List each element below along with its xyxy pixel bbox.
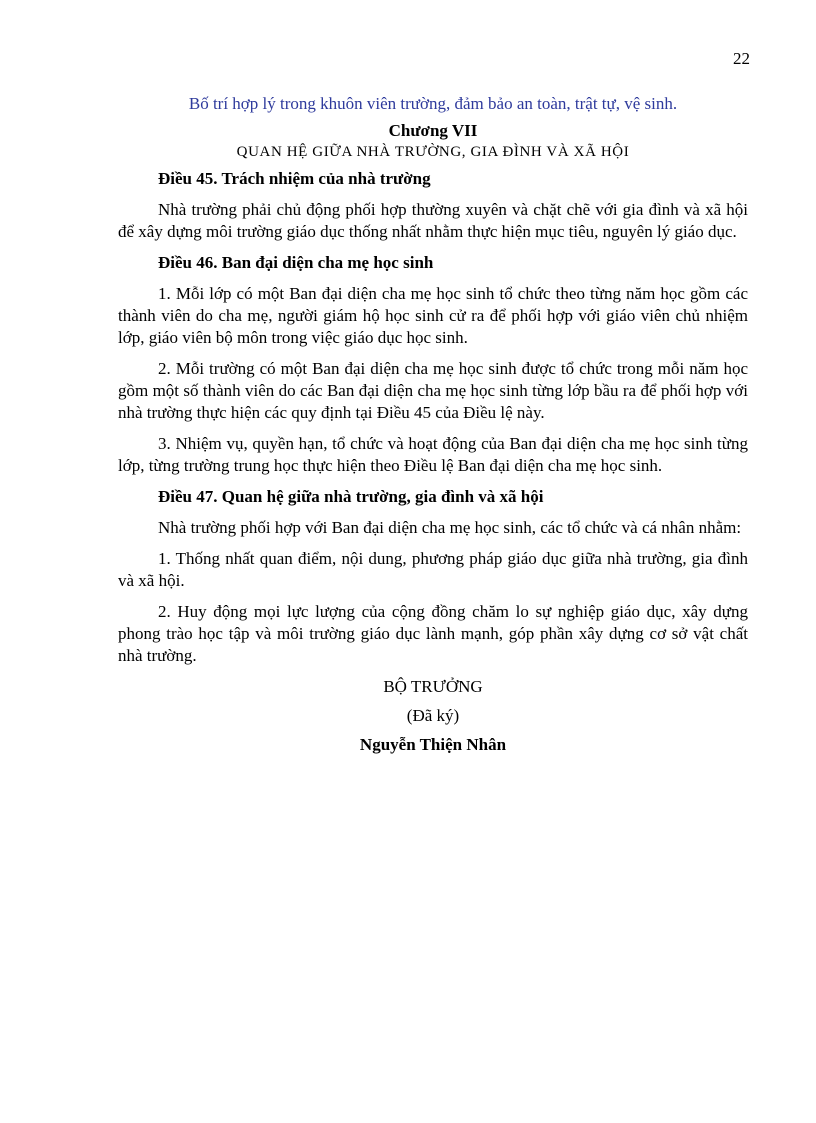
article-heading: Điều 46. Ban đại diện cha mẹ học sinh [158, 253, 434, 272]
signature-note: (Đã ký) [406, 706, 460, 725]
article-46 [118, 252, 748, 477]
article-heading: Điều 47. Quan hệ giữa nhà trường, gia đình và xã hội [158, 487, 544, 506]
article-paragraph: 3. Nhiệm vụ, quyền hạn, tổ chức và hoạt động của Ban đại diện cha mẹ học sinh từng lớp, từng trường trung học thực hiện theo Điều lệ Ban đại diện cha mẹ học sinh. [118, 434, 748, 475]
article-paragraph: 1. Thống nhất quan điểm, nội dung, phương pháp giáo dục giữa nhà trường, gia đình và xã hội. [118, 549, 748, 590]
article-paragraph: Nhà trường phối hợp với Ban đại diện cha mẹ học sinh, các tổ chức và cá nhân nhằm: [158, 518, 742, 537]
signatory-name: Nguyễn Thiện Nhân [359, 735, 507, 754]
article-paragraph: Nhà trường phải chủ động phối hợp thường xuyên và chặt chẽ với gia đình và xã hội để xây dựng môi trường giáo dục thống nhất nhằm thực hiện mục tiêu, nguyên lý giáo dục. [118, 200, 748, 241]
document-body [118, 92, 748, 756]
article-paragraph: 2. Mỗi trường có một Ban đại diện cha mẹ học sinh được tổ chức trong mỗi năm học gồm một số thành viên do các Ban đại diện cha mẹ học sinh từng lớp bầu ra để phối hợp với nhà trường thực hiện các quy định tại Điều 45 của Điều lệ này. [118, 359, 748, 422]
article-47 [118, 486, 748, 667]
intro-line: Bố trí hợp lý trong khuôn viên trường, đảm bảo an toàn, trật tự, vệ sinh. [188, 94, 678, 113]
article-paragraph: 2. Huy động mọi lực lượng của cộng đồng chăm lo sự nghiệp giáo dục, xây dựng phong trào học tập và môi trường giáo dục lành mạnh, góp phần xây dựng cơ sở vật chất nhà trường. [118, 602, 748, 665]
chapter-title: Chương VII [388, 121, 478, 140]
page-number: 22 [733, 49, 750, 68]
chapter-subtitle: QUAN HỆ GIỮA NHÀ TRƯỜNG, GIA ĐÌNH VÀ XÃ HỘI [236, 144, 630, 160]
signature-block [118, 676, 748, 756]
article-heading: Điều 45. Trách nhiệm của nhà trường [158, 169, 431, 188]
article-45 [118, 168, 748, 243]
signature-title: BỘ TRƯỞNG [383, 677, 483, 696]
article-paragraph: 1. Mỗi lớp có một Ban đại diện cha mẹ học sinh tổ chức theo từng năm học gồm các thành viên do cha mẹ, người giám hộ học sinh cử ra để phối hợp với giáo viên chủ nhiệm lớp, giáo viên bộ môn trong việc giáo dục học sinh. [118, 284, 748, 347]
